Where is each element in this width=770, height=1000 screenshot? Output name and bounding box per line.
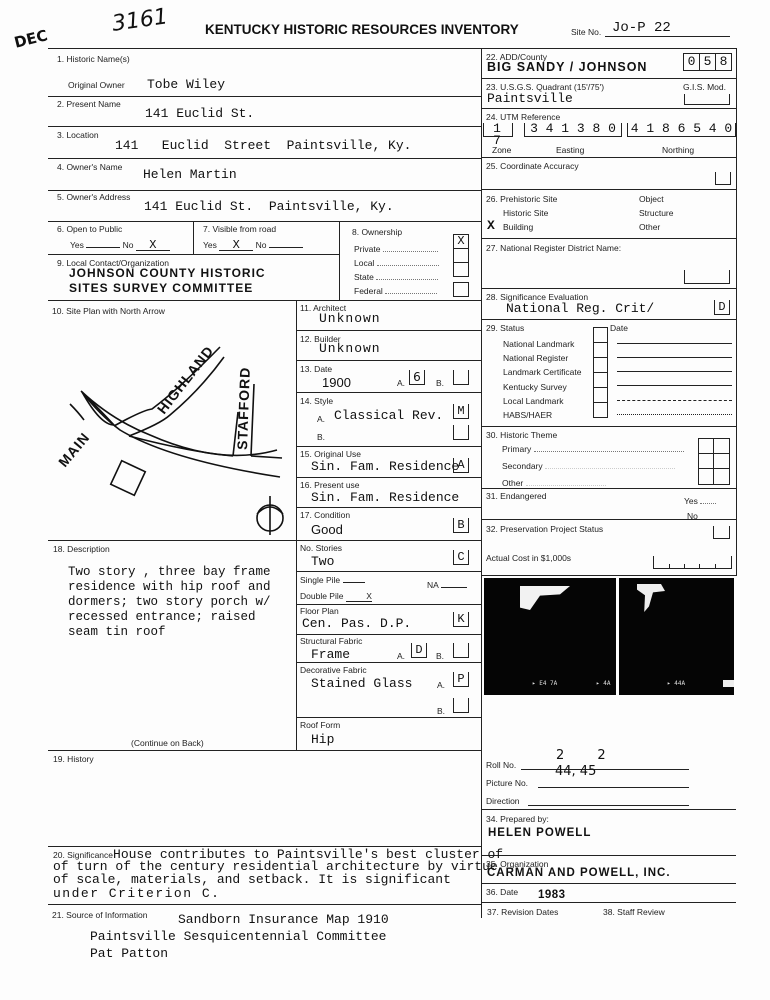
handwritten-number: 3161 — [110, 4, 170, 37]
roof-form-label: Roof Form — [300, 720, 341, 730]
status-habs-haer: HABS/HAER — [503, 410, 553, 421]
description-label: 18. Description — [53, 544, 110, 554]
open-no-label: No — [122, 240, 134, 250]
single-pile: Single Pile — [300, 575, 365, 585]
present-name-label: 2. Present Name — [57, 99, 121, 109]
date-a-label: A. — [397, 378, 406, 388]
visible-no-label: No — [255, 240, 267, 250]
structural-a-label: A. — [397, 651, 406, 661]
style-a-code[interactable]: M — [453, 404, 469, 419]
description-text: Two story , three bay frame residence with hip roof and dormers; two story porch w/ recessed entrance; raised seam tin roof — [68, 565, 271, 639]
open-to-public-label: 6. Open to Public — [57, 224, 123, 234]
decorative-fabric-label: Decorative Fabric — [300, 665, 367, 675]
site-plan-map — [40, 300, 296, 540]
structure-label: Structure — [639, 208, 674, 218]
organization-label: 35. Organization — [486, 859, 549, 869]
street-stafford: STAFFORD — [234, 366, 253, 451]
significance-evaluation-code[interactable]: D — [714, 300, 730, 315]
county-code-2[interactable]: 8 — [715, 53, 732, 71]
date-b-code[interactable] — [453, 370, 469, 385]
actual-cost-field[interactable] — [653, 556, 732, 569]
local-contact-line1: JOHNSON COUNTY HISTORIC — [69, 266, 266, 280]
present-use-value: Sin. Fam. Residence — [311, 490, 460, 505]
structural-a-code[interactable]: D — [411, 643, 427, 658]
builder-value: Unknown — [319, 341, 381, 356]
decorative-b-label: B. — [437, 706, 446, 716]
coordinate-accuracy-field[interactable] — [715, 172, 731, 185]
status-local-landmark: Local Landmark — [503, 395, 564, 406]
owners-name-value: Helen Martin — [143, 167, 237, 182]
utm-reference-label: 24. UTM Reference — [486, 112, 561, 122]
picture-no-label: Picture No. — [486, 778, 529, 788]
date-a-code[interactable]: 6 — [409, 370, 425, 385]
status-list — [503, 337, 581, 422]
theme-secondary: Secondary — [502, 461, 675, 471]
add-county-value: BIG SANDY / JOHNSON — [487, 60, 648, 74]
nr-district-label: 27. National Register District Name: — [486, 243, 622, 253]
street-highland: HIGHLAND — [153, 342, 217, 417]
county-code-1[interactable]: 5 — [699, 53, 716, 71]
status-national-register: National Register — [503, 353, 569, 364]
significance-evaluation-label: 28. Significance Evaluation — [486, 292, 589, 302]
structural-fabric-label: Structural Fabric — [300, 636, 363, 646]
date-label: 13. Date — [300, 364, 333, 374]
photo-1: ▸ E4 7A ▸ 4A — [484, 578, 616, 695]
open-no-mark: X — [136, 240, 170, 251]
picture-no-value: 44, 45 — [555, 764, 597, 779]
site-no-label: Site No. — [571, 27, 602, 37]
significance-block: 20. SignificanceHouse contributes to Paintsville's best cluster of of turn of the century residential architecture by virtue of scale, materials, and setback. It is significant under Criterion C. — [53, 847, 504, 901]
usgs-quadrant-value: Paintsville — [487, 91, 573, 106]
decorative-b-code[interactable] — [453, 698, 469, 713]
style-label: 14. Style — [300, 396, 334, 406]
source-of-information-label: 21. Source of Information — [52, 910, 148, 920]
staff-review-label: 38. Staff Review — [603, 907, 665, 917]
theme-code-grid[interactable] — [698, 438, 730, 485]
location-label: 3. Location — [57, 130, 99, 140]
ownership-private: Private — [354, 244, 438, 254]
utm-zone[interactable]: 1 7 — [483, 123, 513, 137]
status-checkbox-1[interactable] — [593, 342, 608, 358]
ownership-local-checkbox[interactable] — [453, 248, 469, 263]
direction-label: Direction — [486, 796, 520, 806]
gis-mod-field[interactable] — [684, 94, 730, 105]
visible-yes-label: Yes — [203, 240, 217, 250]
condition-label: 17. Condition — [300, 510, 351, 520]
organization-value: CARMAN AND POWELL, INC. — [487, 867, 671, 879]
status-checkbox-4[interactable] — [593, 387, 608, 403]
status-checkbox-2[interactable] — [593, 357, 608, 373]
status-checkbox-3[interactable] — [593, 372, 608, 388]
location-value: 141 Euclid Street Paintsville, Ky. — [115, 138, 412, 153]
decorative-a-label: A. — [437, 680, 446, 690]
source-line-2: Paintsville Sesquicentennial Committee — [90, 929, 387, 944]
received-stamp: DEC — [12, 26, 50, 52]
original-owner-label: Original Owner — [68, 80, 125, 90]
structural-b-code[interactable] — [453, 643, 469, 658]
site-plan-label: 10. Site Plan with North Arrow — [52, 306, 165, 316]
theme-other: Other — [502, 478, 606, 488]
prepared-by-label: 34. Prepared by: — [486, 814, 549, 824]
continue-on-back: (Continue on Back) — [131, 738, 204, 748]
ownership-private-checkbox[interactable]: X — [453, 234, 469, 249]
status-label: 29. Status — [486, 323, 525, 333]
status-landmark-certificate: Landmark Certificate — [503, 367, 582, 378]
local-contact-line2: SITES SURVEY COMMITTEE — [69, 281, 254, 295]
open-to-public-field[interactable] — [70, 240, 170, 251]
actual-cost-label: Actual Cost in $1,000s — [486, 553, 572, 563]
object-label: Object — [639, 194, 664, 204]
date-b-label: B. — [436, 378, 445, 388]
utm-northing[interactable]: 4 1 8 6 5 4 0 — [627, 123, 736, 137]
present-use-label: 16. Present use — [300, 480, 360, 490]
ownership-federal-checkbox[interactable] — [453, 282, 469, 297]
preservation-status-field[interactable] — [713, 526, 730, 539]
county-code-0[interactable]: 0 — [683, 53, 700, 71]
original-use-value: Sin. Fam. Residence — [311, 459, 460, 474]
owners-address-value: 141 Euclid St. Paintsville, Ky. — [144, 199, 394, 214]
theme-primary: Primary — [502, 444, 684, 454]
utm-zone-label: Zone — [492, 145, 512, 155]
history-label: 19. History — [53, 754, 94, 764]
visible-from-road-label: 7. Visible from road — [203, 224, 277, 234]
original-use-label: 15. Original Use — [300, 449, 361, 459]
endangered-yes[interactable]: Yes — [684, 496, 716, 506]
floor-plan-code[interactable]: K — [453, 612, 469, 627]
open-yes-label: Yes — [70, 240, 84, 250]
status-checkbox-5[interactable] — [593, 402, 608, 418]
prehistoric-site-label: 26. Prehistoric Site — [486, 194, 558, 204]
historic-theme-label: 30. Historic Theme — [486, 430, 558, 440]
endangered-label: 31. Endangered — [486, 491, 547, 501]
page-title: KENTUCKY HISTORIC RESOURCES INVENTORY — [205, 22, 519, 37]
present-name-value: 141 Euclid St. — [145, 106, 255, 121]
roll-no-label: Roll No. — [486, 760, 517, 770]
photo-2: ▸ 44A — [619, 578, 734, 695]
decorative-a-code[interactable]: P — [453, 672, 469, 687]
style-a-label: A. — [317, 414, 326, 424]
visible-yes-mark: X — [219, 240, 253, 251]
nr-district-field[interactable] — [684, 270, 730, 284]
owners-address-label: 5. Owner's Address — [57, 192, 131, 202]
endangered-no[interactable]: No — [687, 511, 698, 521]
status-kentucky-survey: Kentucky Survey — [503, 381, 567, 392]
source-line-1: Sandborn Insurance Map 1910 — [178, 912, 389, 927]
stories-code[interactable]: C — [453, 550, 469, 565]
ownership-local: Local — [354, 258, 439, 268]
date-36-value: 1983 — [538, 889, 566, 901]
original-owner-value: Tobe Wiley — [147, 77, 226, 92]
owners-name-label: 4. Owner's Name — [57, 162, 123, 172]
floor-plan-label: Floor Plan — [300, 606, 339, 616]
building-label: Building — [503, 222, 534, 232]
ownership-federal: Federal — [354, 286, 437, 296]
other-label: Other — [639, 222, 661, 232]
center-divider — [481, 48, 482, 918]
status-national-landmark: National Landmark — [503, 339, 575, 349]
architect-label: 11. Architect — [300, 303, 347, 313]
visible-from-road-field[interactable] — [203, 240, 303, 251]
usgs-quadrant-label: 23. U.S.G.S. Quadrant (15'/75') — [486, 82, 605, 92]
date-36-label: 36. Date — [486, 887, 519, 897]
preservation-status-label: 32. Preservation Project Status — [486, 524, 604, 534]
decorative-fabric-value: Stained Glass — [311, 676, 413, 691]
form-top-rule — [48, 48, 736, 49]
gis-mod-label: G.I.S. Mod. — [683, 82, 726, 92]
style-b-label: B. — [317, 432, 326, 442]
ownership-label: 8. Ownership — [352, 227, 403, 237]
floor-plan-value: Cen. Pas. D.P. — [302, 616, 412, 631]
status-checkbox-0[interactable] — [593, 327, 608, 343]
site-no-value: Jo-P 22 — [612, 20, 671, 36]
double-pile: Double Pile X — [300, 591, 372, 601]
utm-northing-label: Northing — [662, 145, 695, 155]
stories-label: No. Stories — [300, 543, 343, 553]
ownership-state: State — [354, 272, 438, 282]
prepared-by-value: HELEN POWELL — [488, 827, 592, 839]
builder-label: 12. Builder — [300, 334, 341, 344]
revision-dates-label: 37. Revision Dates — [487, 907, 559, 917]
roll-no-value: 2 2 — [556, 748, 606, 763]
utm-easting-label: Easting — [556, 145, 585, 155]
roof-form-value: Hip — [311, 732, 335, 747]
source-line-3: Pat Patton — [90, 946, 169, 961]
architect-value: Unknown — [319, 311, 381, 326]
original-use-code[interactable]: A — [453, 458, 469, 473]
structural-b-label: B. — [436, 651, 445, 661]
street-main: MAIN — [55, 429, 93, 470]
status-date-label: Date — [610, 323, 628, 333]
add-county-label: 22. ADD/County — [486, 52, 547, 62]
structural-fabric-value: Frame — [311, 647, 351, 662]
historic-name-label: 1. Historic Name(s) — [57, 54, 130, 64]
style-a-value: Classical Rev. — [334, 408, 444, 423]
stories-value: Two — [311, 554, 335, 569]
condition-value: Good — [311, 522, 343, 537]
historic-site-label: Historic Site — [503, 208, 549, 218]
date-value: 1900 — [322, 375, 351, 390]
condition-code[interactable]: B — [453, 518, 469, 533]
utm-easting[interactable]: 3 4 1 3 8 0 — [524, 123, 622, 137]
significance-evaluation-value: National Reg. Crit/ — [506, 301, 655, 316]
na-pile: NA — [427, 580, 467, 590]
coordinate-accuracy-label: 25. Coordinate Accuracy — [486, 161, 579, 171]
local-contact-label: 9. Local Contact/Organization — [57, 258, 169, 268]
style-b-code[interactable] — [453, 425, 469, 440]
building-mark[interactable]: X — [487, 218, 495, 233]
ownership-state-checkbox[interactable] — [453, 262, 469, 277]
